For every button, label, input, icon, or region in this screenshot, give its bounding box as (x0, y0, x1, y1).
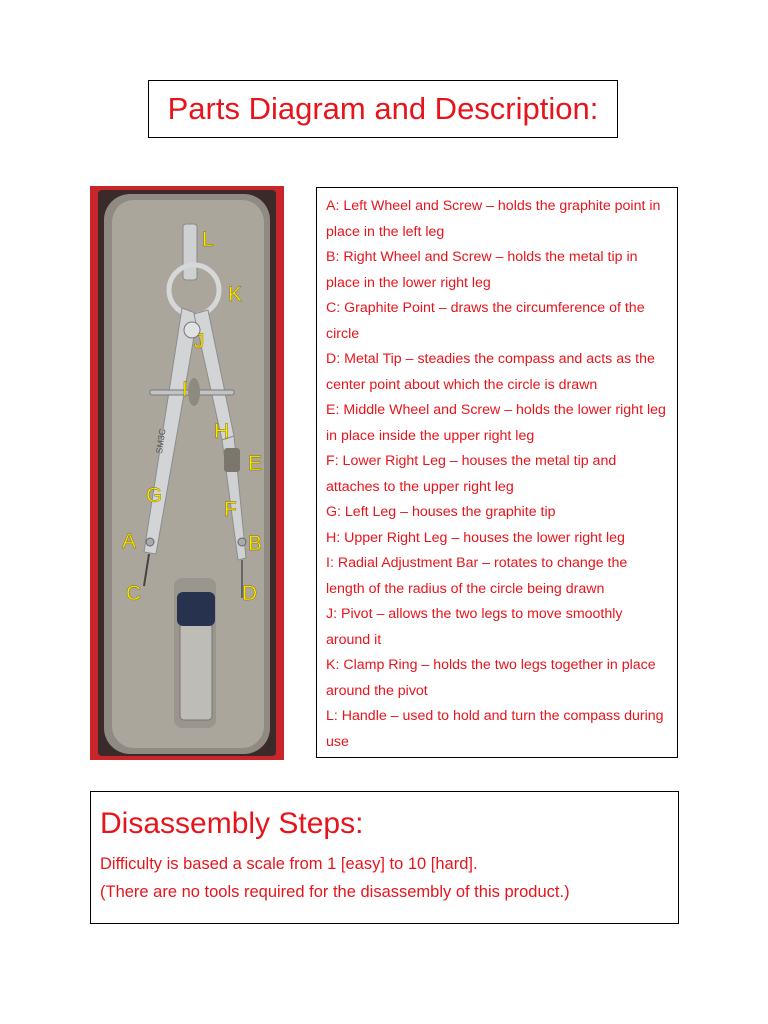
part-description-e: E: Middle Wheel and Screw – holds the lower right leg in place inside the upper right leg (326, 402, 666, 444)
label-I: I (182, 378, 188, 401)
part-description-g: G: Left Leg – houses the graphite tip (326, 504, 556, 520)
part-description-d: D: Metal Tip – steadies the compass and acts as the center point about which the circle is drawn (326, 351, 655, 393)
adjustment-wheel (188, 378, 200, 406)
label-D: D (242, 582, 258, 605)
part-description-j: J: Pivot – allows the two legs to move smoothly around it (326, 606, 623, 648)
label-H: H (214, 420, 230, 443)
label-L: L (202, 228, 214, 251)
label-B: B (248, 532, 263, 555)
part-description-f: F: Lower Right Leg – houses the metal tip and attaches to the upper right leg (326, 453, 617, 495)
tools-note: (There are no tools required for the disassembly of this product.) (100, 883, 570, 901)
label-G: G (146, 484, 163, 507)
label-C: C (126, 582, 142, 605)
label-F: F (224, 498, 237, 521)
part-description-h: H: Upper Right Leg – houses the lower right leg (326, 529, 625, 546)
difficulty-note: Difficulty is based a scale from 1 [easy] to 10 [hard]. (100, 855, 478, 873)
part-description-a: A: Left Wheel and Screw – holds the graphite point in place in the left leg (326, 198, 661, 240)
part-description-k: K: Clamp Ring – holds the two legs together in place around the pivot (326, 657, 656, 699)
label-K: K (228, 283, 243, 306)
handle (183, 224, 197, 280)
left-wheel (146, 538, 154, 546)
compass-illustration (90, 186, 284, 760)
middle-wheel (224, 448, 240, 472)
lead-tube (180, 616, 212, 720)
disassembly-box (90, 791, 679, 924)
lead-tube-cap (177, 592, 215, 626)
engraving-text: SM3C (154, 428, 168, 455)
label-E: E (248, 452, 263, 475)
label-A: A (122, 530, 137, 553)
disassembly-title: Disassembly Steps: (100, 807, 364, 840)
compass-photo (90, 186, 284, 760)
right-wheel (238, 538, 246, 546)
part-description-l: L: Handle – used to hold and turn the compass during use (326, 708, 664, 750)
label-J: J (194, 330, 205, 353)
page-title-box (148, 80, 618, 138)
parts-description-box (316, 187, 678, 758)
part-description-b: B: Right Wheel and Screw – holds the metal tip in place in the lower right leg (326, 249, 638, 291)
part-description-i: I: Radial Adjustment Bar – rotates to change the length of the radius of the circle being drawn (326, 555, 628, 597)
part-description-c: C: Graphite Point – draws the circumference of the circle (326, 300, 645, 342)
page-title: Parts Diagram and Description: (167, 91, 599, 126)
